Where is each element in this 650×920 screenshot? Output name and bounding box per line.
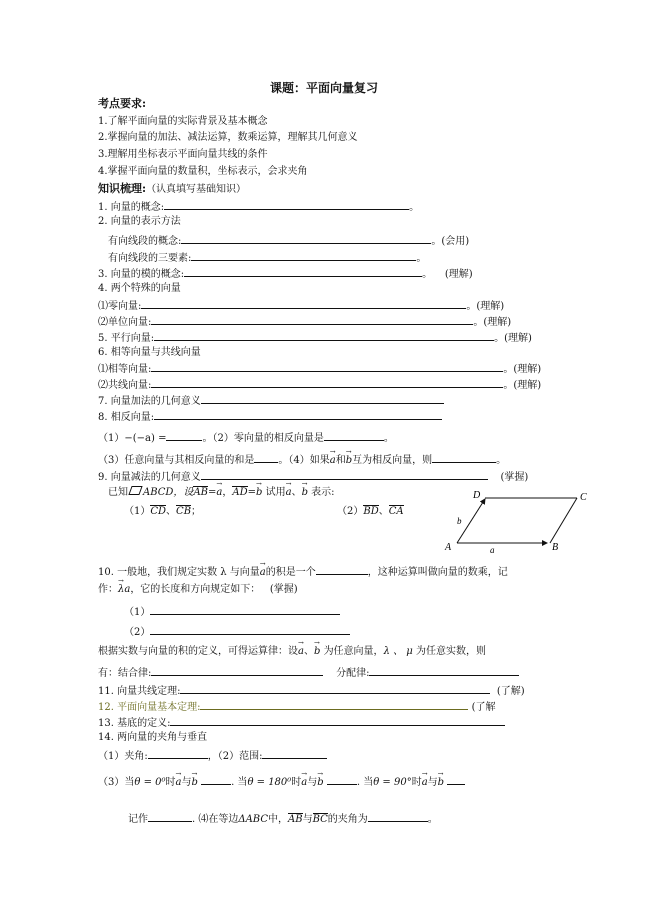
q14-3-blank1[interactable] xyxy=(201,774,231,785)
q5-tag: (理解) xyxy=(504,333,532,344)
law-row xyxy=(98,645,486,659)
q5-blank[interactable] xyxy=(154,330,494,341)
vertex-d-label: D xyxy=(473,490,481,501)
q10-row2 xyxy=(98,583,298,597)
parallelogram-figure xyxy=(440,486,600,556)
dun-3: 、 xyxy=(378,506,389,517)
q8-4-text: 互为相反向量，则 xyxy=(352,455,433,466)
q14-4-blank[interactable] xyxy=(368,811,428,822)
law-row2 xyxy=(98,665,519,681)
q8-1-label: （1） xyxy=(98,433,125,444)
q14-4-label: . ⑷在等边 xyxy=(192,814,239,825)
vec-a-6: → a xyxy=(176,776,182,790)
q8-1-blank[interactable] xyxy=(166,430,202,441)
vec-cb: CB xyxy=(176,506,192,517)
vec-b: → b xyxy=(346,454,352,468)
comma-1: ， xyxy=(222,487,233,498)
vertex-a-label: A xyxy=(445,542,452,553)
q4a-period: 。 xyxy=(466,301,477,312)
law-5: 分配律: xyxy=(336,668,370,679)
part1-label: （1） xyxy=(124,506,151,517)
q1-blank[interactable] xyxy=(164,199,409,210)
vec-ab-2: AB xyxy=(288,814,303,825)
theta-180: θ = 180⁰ xyxy=(247,777,292,788)
edge-cb xyxy=(550,498,577,543)
q8-sub12 xyxy=(98,430,394,446)
q6a-row xyxy=(98,361,541,377)
vertex-c-label: C xyxy=(580,492,587,503)
q9-tag: (掌握) xyxy=(500,472,529,483)
edge-a-label: a xyxy=(490,545,495,555)
q14-1-blank[interactable] xyxy=(148,748,208,759)
eq-2: = xyxy=(247,487,257,498)
q10-2-label: （2） xyxy=(124,627,151,638)
q4b-label: ⑵单位向量: xyxy=(98,317,152,328)
q14-3-when3: 时 xyxy=(411,777,422,788)
q6b-row xyxy=(98,377,541,393)
q13-blank[interactable] xyxy=(170,715,505,726)
vec-b-6: → b xyxy=(191,776,197,790)
q8-4-label: 。（4）如果 xyxy=(278,455,330,466)
part2-row xyxy=(337,505,404,519)
theta-0: θ = 0⁰ xyxy=(134,777,166,788)
q8-row xyxy=(98,409,442,425)
q12-label: 12. 平面向量基本定理: xyxy=(98,702,201,713)
vec-ab: AB xyxy=(193,487,209,498)
dun-4: 、 xyxy=(303,646,314,657)
law-1: 根据实数与向量的积的定义，可得运算律：设 xyxy=(98,646,298,657)
q8-label: 8. 相反向量: xyxy=(98,412,155,423)
eq-1: = xyxy=(208,487,217,498)
q8-4-and: 和 xyxy=(335,455,346,466)
q14-3-dot2: . 当 xyxy=(356,777,374,788)
q10-tag: (掌握) xyxy=(269,584,298,595)
q14-label: 14. 两向量的夹角与垂直 xyxy=(98,732,208,743)
vec-b-7: → b xyxy=(317,776,323,790)
q9-blank[interactable] xyxy=(201,469,488,480)
q10-a: 10. 一般地，我们规定实数 λ 与向量 xyxy=(98,567,260,578)
q4b-period: 。 xyxy=(473,317,484,328)
q2b-blank[interactable] xyxy=(191,250,416,261)
q9-label: 9. 向量减法的几何意义 xyxy=(98,472,201,483)
q3-label: 3. 向量的模的概念: xyxy=(98,269,185,280)
q14-4-mid: 中， xyxy=(268,814,288,825)
q4b-blank[interactable] xyxy=(151,314,473,325)
q14-1-label: （1）夹角: xyxy=(98,751,148,762)
q14-3-row xyxy=(98,774,465,790)
q7-row xyxy=(98,393,444,409)
q14-4-angle: 的夹角为 xyxy=(327,814,368,825)
assoc-blank[interactable] xyxy=(151,665,323,676)
knowledge-heading-line xyxy=(98,182,246,197)
q8-3-blank[interactable] xyxy=(254,452,278,463)
q5-row xyxy=(98,330,532,346)
q14-3-dot1: . 当 xyxy=(231,777,248,788)
q10-b: 的积是一个 xyxy=(265,567,316,578)
q14-4-period: 。 xyxy=(427,814,438,825)
known-express: 表示: xyxy=(311,487,335,498)
q6a-period: 。 xyxy=(503,364,514,375)
q8-3-label: （3）任意向量与其相反向量的和是 xyxy=(98,455,255,466)
known-name: ABCD，设 xyxy=(143,487,194,498)
vec-ca: CA xyxy=(388,506,404,517)
q10-e: ，它的长度和方向规定如下： xyxy=(130,584,261,595)
q4-label: 4. 两个特殊的向量 xyxy=(98,283,181,294)
q8-4-period: 。 xyxy=(496,455,507,466)
q14-note-blank[interactable] xyxy=(148,811,192,822)
q10-row xyxy=(98,564,508,580)
q14-3-blank3[interactable] xyxy=(447,774,465,785)
q7-label: 7. 向量加法的几何意义 xyxy=(98,396,201,407)
q5-period: 。 xyxy=(494,333,505,344)
law-4: 有：结合律: xyxy=(98,668,152,679)
q13-label: 13. 基底的定义: xyxy=(98,718,171,729)
q8-4-blank[interactable] xyxy=(432,452,496,463)
q2-label: 2. 向量的表示方法 xyxy=(98,216,181,227)
q10-2-blank[interactable] xyxy=(150,624,350,635)
q14-4-row xyxy=(128,811,438,827)
q10-1-row xyxy=(124,604,340,620)
vertex-b-label: B xyxy=(552,542,559,553)
q8-blank[interactable] xyxy=(154,409,442,420)
q6b-blank[interactable] xyxy=(151,377,503,388)
requirement-item: 3.理解用坐标表示平面向量共线的条件 xyxy=(98,149,268,160)
page-title: 课题：平面向量复习 xyxy=(270,81,379,95)
q14-3-blank2[interactable] xyxy=(327,774,357,785)
theta-90: θ = 90° xyxy=(373,777,412,788)
yu-4: 与 xyxy=(302,814,313,825)
q6b-tag: (理解) xyxy=(513,380,542,391)
vec-a-4: → a xyxy=(260,566,266,580)
q4a-blank[interactable] xyxy=(141,298,466,309)
q11-tag: (了解) xyxy=(496,686,525,697)
q4a-row xyxy=(98,298,504,314)
q2b-period: 。 xyxy=(416,253,427,264)
q13-row xyxy=(98,715,505,731)
q11-row xyxy=(98,683,525,699)
part1-row xyxy=(124,505,201,519)
yu-1: 与 xyxy=(181,777,192,788)
vec-b-8: → b xyxy=(438,776,444,790)
q2a-tag: 。(会用) xyxy=(431,236,470,247)
q6a-tag: (理解) xyxy=(513,364,542,375)
q3-row xyxy=(98,266,473,282)
vec-a-7: → a xyxy=(301,776,307,790)
vec-b-5: → b xyxy=(314,645,320,659)
q5-label: 5. 平行向量: xyxy=(98,333,155,344)
known-try: 试用 xyxy=(265,487,286,498)
yu-3: 与 xyxy=(427,777,438,788)
known-row xyxy=(108,486,335,500)
knowledge-note: （认真填写基础知识） xyxy=(146,184,247,195)
requirement-item: 2.掌握向量的加法、减法运算，数乘运算，理解其几何意义 xyxy=(98,132,358,143)
q8-sub34 xyxy=(98,452,506,468)
q12-row xyxy=(98,699,496,715)
part2-label: （2） xyxy=(337,506,364,517)
known-label: 已知 xyxy=(108,487,128,498)
q3-tag: (理解) xyxy=(444,269,473,280)
q4b-row xyxy=(98,314,511,330)
q14-2-blank[interactable] xyxy=(262,748,327,759)
q6a-label: ⑴相等向量: xyxy=(98,364,152,375)
law-2: 为任意向量， xyxy=(323,646,384,657)
vec-a-8: → a xyxy=(422,776,428,790)
vec-a-5: → a xyxy=(298,645,304,659)
q14-1-row xyxy=(98,748,327,764)
parallelogram-symbol xyxy=(128,486,142,495)
q8-2-blank[interactable] xyxy=(324,430,384,441)
q7-blank[interactable] xyxy=(201,393,444,404)
q14-3-when2: 时 xyxy=(291,777,302,788)
q1-period: 。 xyxy=(409,202,420,213)
q11-label: 11. 向量共线定理: xyxy=(98,686,181,697)
knowledge-heading: 知识梳理: xyxy=(98,182,147,195)
q1-label: 1. 向量的概念: xyxy=(98,202,165,213)
requirements-heading: 考点要求: xyxy=(98,97,147,110)
q1-row xyxy=(98,199,419,215)
law-3: 为任意实数，则 xyxy=(415,646,486,657)
q8-1-expr: −(−a) = xyxy=(124,433,167,444)
q10-1-blank[interactable] xyxy=(150,604,340,615)
vec-a-3: → a xyxy=(286,486,292,500)
q11-blank[interactable] xyxy=(180,683,490,694)
q9-row xyxy=(98,469,528,485)
vec-b-2: → b xyxy=(256,486,262,500)
q4a-tag: (理解) xyxy=(476,301,505,312)
q4b-tag: (理解) xyxy=(483,317,512,328)
q14-3-label: （3）当 xyxy=(98,777,135,788)
q2a-blank[interactable] xyxy=(181,233,431,244)
q12-blank[interactable] xyxy=(200,699,468,710)
edge-b-label: b xyxy=(457,516,462,526)
dun-2: 、 xyxy=(166,506,177,517)
q2b-label: 有向线段的三要素: xyxy=(108,253,192,264)
q12-tag: (了解 xyxy=(471,702,496,713)
yu-2: 与 xyxy=(307,777,318,788)
requirement-item: 1.了解平面向量的实际背景及基本概念 xyxy=(98,116,268,127)
vec-bc: BC xyxy=(312,814,328,825)
vec-cd: CD xyxy=(150,506,167,517)
vec-ad: AD xyxy=(232,487,248,498)
lambda-a: → λa xyxy=(118,583,130,597)
distrib-blank[interactable] xyxy=(369,665,519,676)
q3-blank[interactable] xyxy=(184,266,422,277)
q8-2-period: 。 xyxy=(383,433,394,444)
vec-a-2: → a xyxy=(216,486,222,500)
q6-label: 6. 相等向量与共线向量 xyxy=(98,347,201,358)
q4a-label: ⑴零向量: xyxy=(98,301,142,312)
q2a-label: 有向线段的概念: xyxy=(108,236,182,247)
q8-2-label: 。（2）零向量的相反向量是 xyxy=(202,433,324,444)
triangle-abc: ΔABC xyxy=(238,814,268,825)
q14-3-when1: 时 xyxy=(165,777,176,788)
q10-d: 作： xyxy=(98,584,118,595)
q14-note: 记作 xyxy=(128,814,148,825)
q6b-period: 。 xyxy=(503,380,514,391)
vec-bd: BD xyxy=(363,506,379,517)
requirement-item: 4.掌握平面向量的数量积，坐标表示，会求夹角 xyxy=(98,166,308,177)
q10-blank[interactable] xyxy=(316,564,368,575)
lambda-mu: λ 、 μ xyxy=(383,646,413,657)
vec-b-3: → b xyxy=(302,486,308,500)
q10-c: ，这种运算叫做向量的数乘，记 xyxy=(367,567,508,578)
q6b-label: ⑵共线向量: xyxy=(98,380,152,391)
semicolon-1: ； xyxy=(191,506,202,517)
q6a-blank[interactable] xyxy=(151,361,503,372)
vec-a: → a xyxy=(330,454,336,468)
q10-1-label: （1） xyxy=(124,607,151,618)
q14-2-label: ，（2）范围: xyxy=(207,751,263,762)
q2b-row xyxy=(108,250,426,266)
q2a-row xyxy=(108,233,469,249)
dun-1: 、 xyxy=(291,487,302,498)
q3-period: 。 xyxy=(422,269,433,280)
